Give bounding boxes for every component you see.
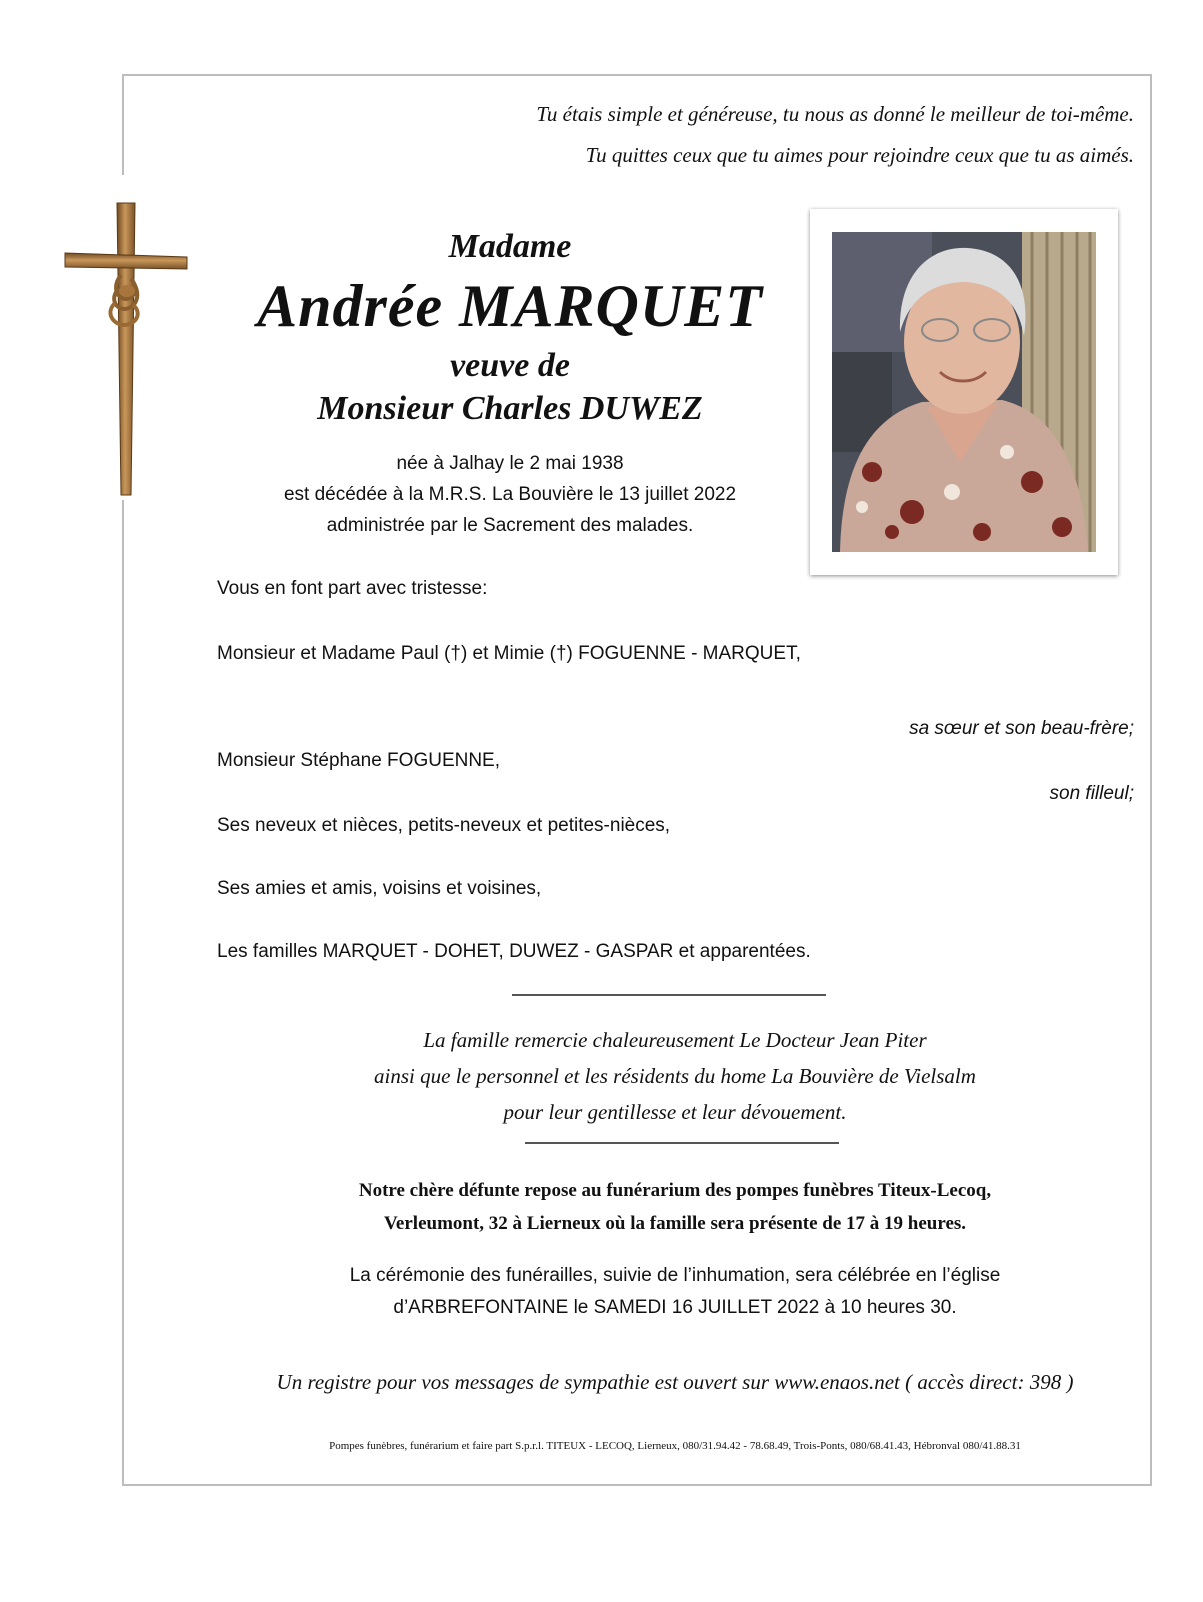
ceremony-info [200,1260,1150,1324]
deceased-name: Andrée MARQUET [257,273,763,339]
portrait-frame [810,209,1118,575]
divider-2 [525,1142,839,1144]
thanks-line-1: La famille remercie chaleureusement Le Docteur Jean Piter [423,1028,927,1052]
epigraph-line-2: Tu quittes ceux que tu aimes pour rejoindre ceux que tu as aimés. [585,143,1134,167]
portrait-photo [832,232,1096,552]
relation-sister: sa sœur et son beau-frère; [909,718,1134,739]
relation-godson: son filleul; [1049,783,1134,804]
funeral-home-footer: Pompes funèbres, funérarium et faire part S.p.r.l. TITEUX - LECOQ, Lierneux, 080/31.94.42 - 78.68.49, Trois-Ponts, 080/68.41.43, Hébronval 080/41.88.31 [329,1440,1021,1452]
divider-1 [512,994,826,996]
thanks-line-3: pour leur gentillesse et leur dévouement. [503,1100,847,1124]
widow-of-label: veuve de [450,347,570,384]
family-line-friends: Ses amies et amis, voisins et voisines, [217,878,542,899]
family-line-sister: Monsieur et Madame Paul (†) et Mimie (†) FOGUENNE - MARQUET, [217,643,801,664]
repose-info [200,1174,1150,1240]
repose-line-2: Verleumont, 32 à Lierneux où la famille sera présente de 17 à 19 heures. [383,1213,967,1234]
family-line-nephews: Ses neveux et nièces, petits-neveux et petites-nièces, [217,815,671,836]
death-info: est décédée à la M.R.S. La Bouvière le 13 juillet 2022 [283,484,737,505]
birth-info: née à Jalhay le 2 mai 1938 [396,453,624,474]
epigraph-line-1: Tu étais simple et généreuse, tu nous as donné le meilleur de toi-même. [536,102,1134,126]
thanks-message [200,1022,1150,1130]
biography [210,448,810,541]
spouse-name: Monsieur Charles DUWEZ [317,390,703,427]
sacrament-info: administrée par le Sacrement des malades. [326,515,694,536]
repose-line-1: Notre chère défunte repose au funérarium des pompes funèbres Titeux-Lecoq, [358,1180,992,1201]
cross-icon [55,195,195,505]
family-line-families: Les familles MARQUET - DOHET, DUWEZ - GASPAR et apparentées. [217,941,811,962]
registry-notice: Un registre pour vos messages de sympathie est ouvert sur www.enaos.net ( accès direct: 398 ) [276,1370,1074,1394]
family-line-godson: Monsieur Stéphane FOGUENNE, [217,750,501,771]
ceremony-line-2: d’ARBREFONTAINE le SAMEDI 16 JUILLET 2022 à 10 heures 30. [393,1297,957,1318]
ceremony-line-1: La cérémonie des funérailles, suivie de l’inhumation, sera célébrée en l’église [349,1265,1001,1286]
deceased-title: Madame [448,228,572,265]
thanks-line-2: ainsi que le personnel et les résidents du home La Bouvière de Vielsalm [374,1064,976,1088]
family-intro: Vous en font part avec tristesse: [217,578,488,599]
